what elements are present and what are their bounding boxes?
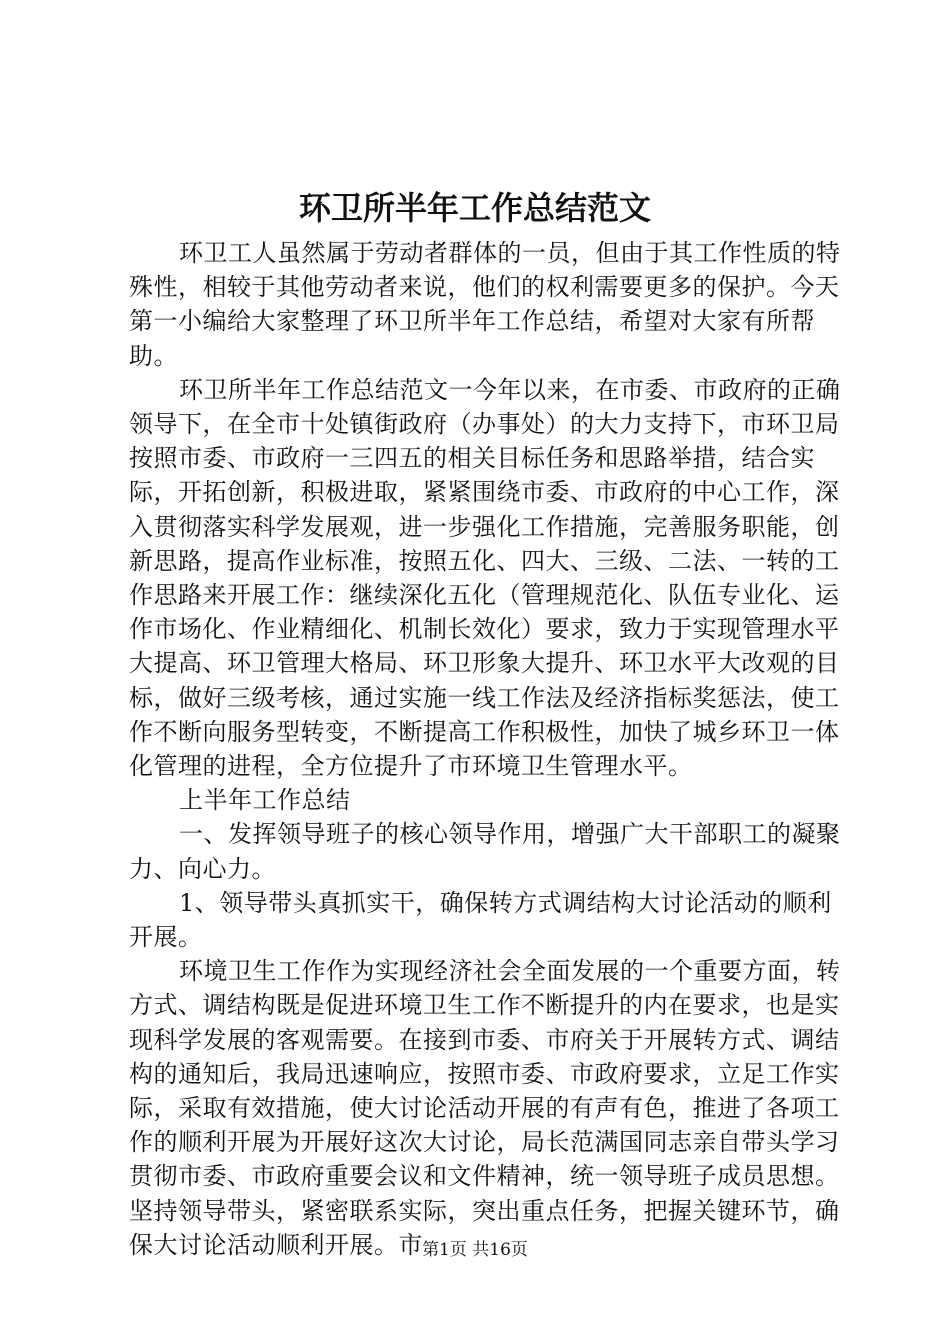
- paragraph-summary-one: 环卫所半年工作总结范文一今年以来，在市委、市政府的正确领导下，在全市十处镇街政府（办事处）的大力支持下，市环卫局按照市委、市政府一三四五的相关目标任务和思路举措，结合实际，开拓创新，积极进取，紧紧围绕市委、市政府的中心工作，深入贯彻落实科学发展观，进一步强化工作措施，完善服务职能，创新思路，提高作业标准，按照五化、四大、三级、二法、一转的工作思路来开展工作：继续深化五化（管理规范化、队伍专业化、运作市场化、作业精细化、机制长效化）要求，致力于实现管理水平大提高、环卫管理大格局、环卫形象大提升、环卫水平大改观的目标，做好三级考核，通过实施一线工作法及经济指标奖惩法，使工作不断向服务型转变，不断提高工作积极性，加快了城乡环卫一体化管理的进程，全方位提升了市环境卫生管理水平。: [129, 375, 841, 781]
- section-heading: 上半年工作总结: [179, 786, 351, 815]
- paragraph-subitem-one: 1、领导带头真抓实干，确保转方式调结构大讨论活动的顺利开展。: [129, 888, 832, 952]
- paragraph-intro: 环卫工人虽然属于劳动者群体的一员，但由于其工作性质的特殊性，相较于其他劳动者来说，他们的权利需要更多的保护。今天第一小编给大家整理了环卫所半年工作总结，希望对大家有所帮助。: [129, 239, 841, 370]
- page-footer: 第1页 共16页: [422, 1240, 528, 1260]
- page-title: 环卫所半年工作总结范文: [298, 189, 651, 227]
- paragraph-environment: 环境卫生工作作为实现经济社会全面发展的一个重要方面，转方式、调结构既是促进环境卫生工作不断提升的内在要求，也是实现科学发展的客观需要。在接到市委、市府关于开展转方式、调结构的通知后，我局迅速响应，按照市委、市政府要求，立足工作实际，采取有效措施，使大讨论活动开展的有声有色，推进了各项工作的顺利开展为开展好这次大讨论，局长范满国同志亲自带头学习贯彻市委、市政府重要会议和文件精神，统一领导班子成员思想。坚持领导带头，紧密联系实际，突出重点任务，把握关键环节，确保大讨论活动顺利开展。市: [129, 957, 841, 1259]
- document-body: [129, 236, 843, 1262]
- paragraph-item-one: 一、发挥领导班子的核心领导作用，增强广大干部职工的凝聚力、向心力。: [129, 820, 841, 883]
